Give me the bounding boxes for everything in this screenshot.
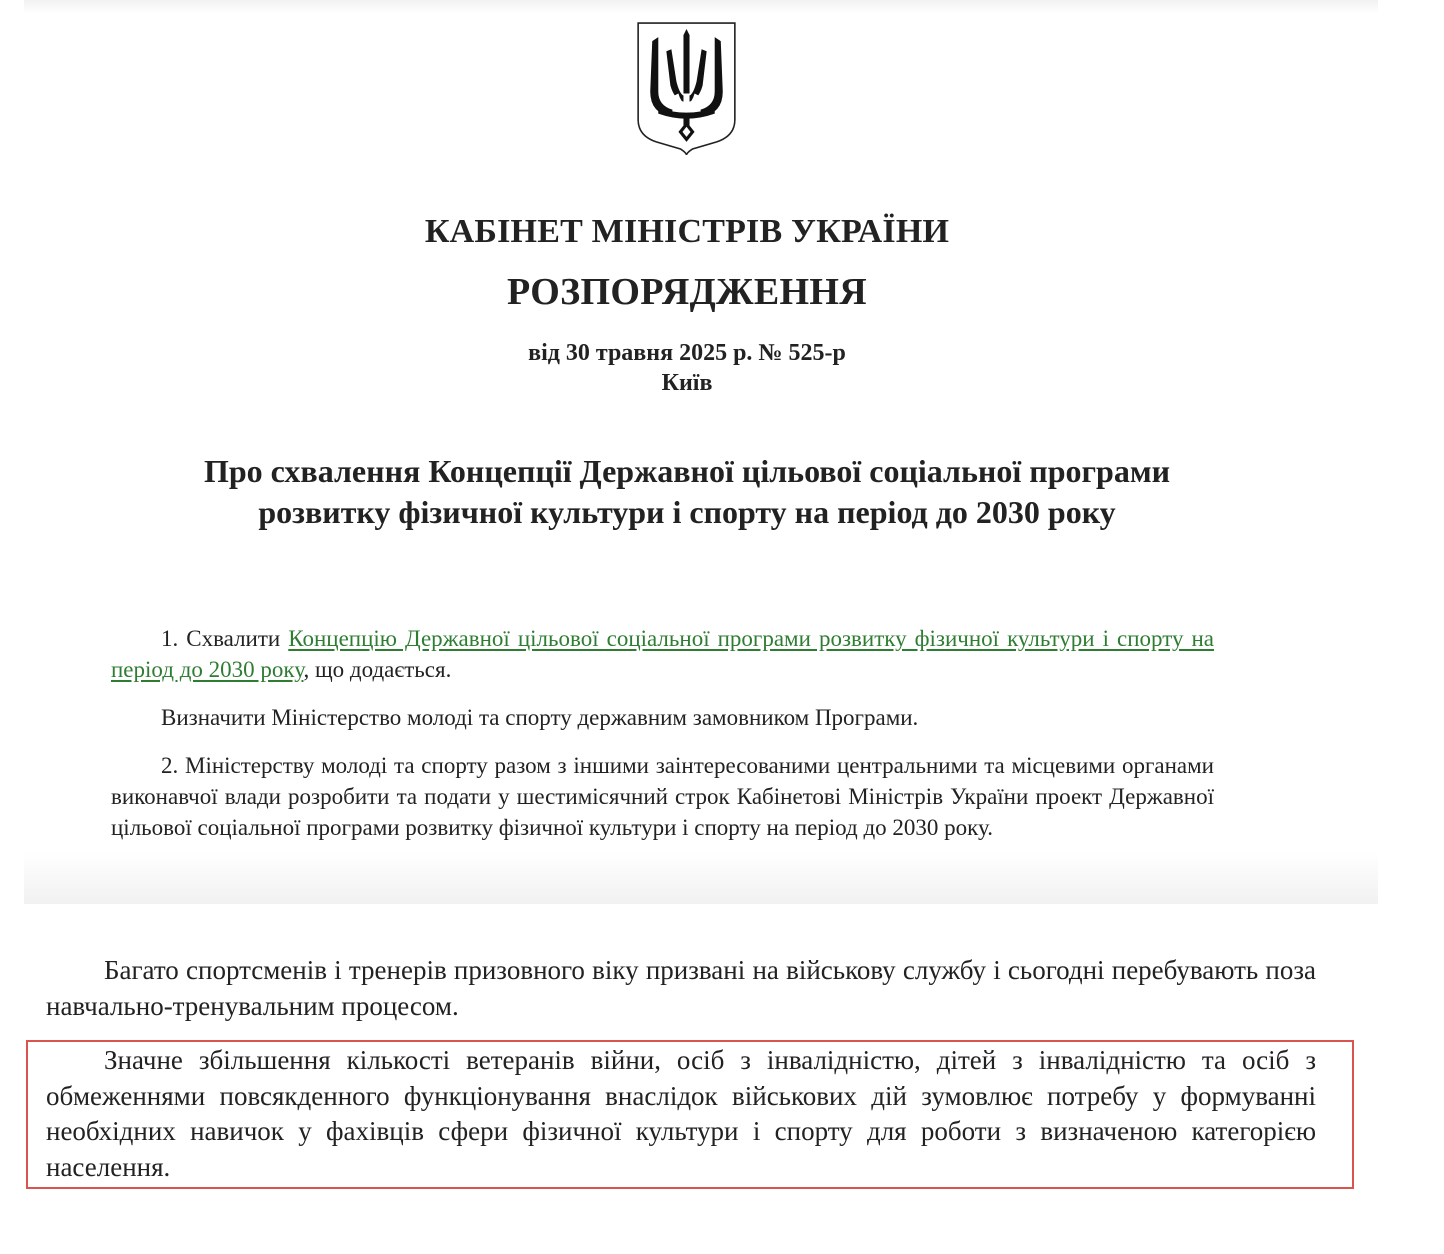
document-date-number: від 30 травня 2025 р. № 525-р <box>528 340 846 366</box>
excerpt-paragraph-2-highlighted: Значне збільшення кількості ветеранів війни, осіб з інвалідністю, дітей з інвалідністю та осіб з обмеженнями повсякденного функціонування внаслідок військових дій зумовлює потребу у формуванні необхідних навичок у фахівців сфери фізичної культури і спорту для роботи з визначеною категорією населення. <box>46 1045 1316 1182</box>
decree-document-card <box>24 0 1378 904</box>
ukraine-coat-of-arms-icon <box>636 21 737 156</box>
excerpt-paragraph-1: Багато спортсменів і тренерів призовного віку призвані на військову службу і сьогодні перебувають поза навчально-тренувальним процесом. <box>46 955 1316 1021</box>
clause-1-subparagraph: Визначити Міністерство молоді та спорту державним замовником Програми. <box>161 705 919 730</box>
clause-1-prefix: 1. Схвалити <box>161 626 289 651</box>
document-type: РОЗПОРЯДЖЕННЯ <box>506 271 867 313</box>
issuing-authority: КАБІНЕТ МІНІСТРІВ УКРАЇНИ <box>424 213 950 250</box>
document-title: Про схвалення Концепції Державної цільової соціальної програми розвитку фізичної культури і спорту на період до 2030 року <box>203 453 1171 530</box>
concept-document-link[interactable]: Концепцію Державної цільової соціальної програми розвитку фізичної культури і спорту на період до 2030 року <box>111 626 1214 682</box>
clause-1 <box>111 623 1214 685</box>
clause-2: 2. Міністерству молоді та спорту разом з іншими заінтересованими центральними та місцевими органами виконавчої влади розробити та подати у шестимісячний строк Кабінетові Міністрів України проект Державної цільової соціальної програми розвитку фізичної культури і спорту на період до 2030 року. <box>111 753 1214 840</box>
document-city: Київ <box>661 370 713 396</box>
clause-1-suffix: , що додається. <box>303 657 452 682</box>
